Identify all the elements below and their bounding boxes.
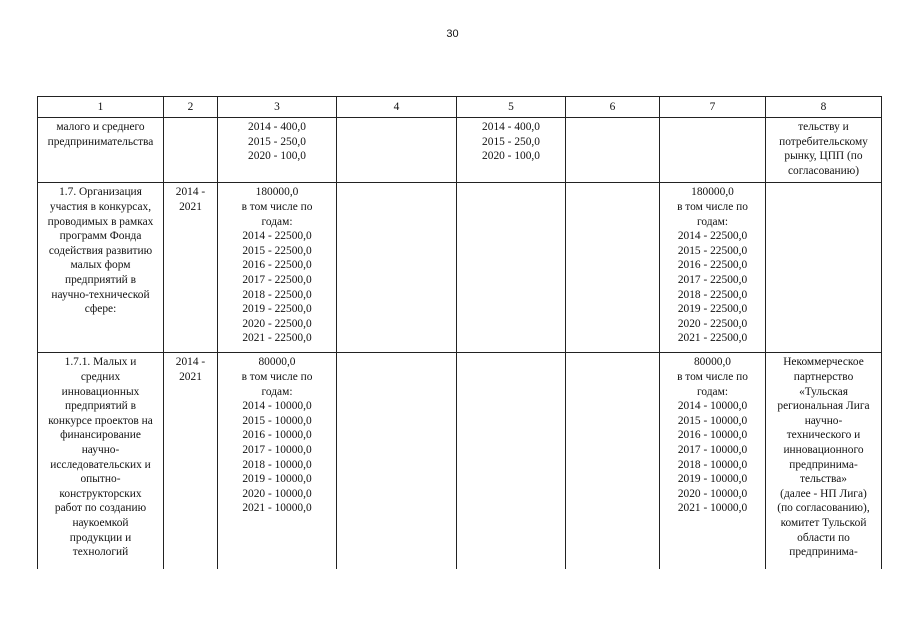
period-cell [164, 118, 218, 183]
funding-col4-cell [337, 118, 457, 183]
funding-col5-cell [457, 183, 566, 353]
funding-col6-cell [566, 118, 660, 183]
period-cell: 2014 - 2021 [164, 183, 218, 353]
table-row [38, 183, 882, 353]
total-funding-cell: 2014 - 400,0 2015 - 250,0 2020 - 100,0 [218, 118, 337, 183]
period-cell: 2014 - 2021 [164, 353, 218, 570]
activity-name-cell: 1.7.1. Малых и средних инновационных предприятий в конкурсе проектов на финансирование научно- исследовательских и опытно- конструкторских работ по созданию наукоемкой продукции и технологий [38, 353, 164, 570]
column-number-cell: 5 [457, 97, 566, 118]
funding-col5-cell: 2014 - 400,0 2015 - 250,0 2020 - 100,0 [457, 118, 566, 183]
table-row [38, 118, 882, 183]
activity-name-cell: 1.7. Организация участия в конкурсах, проводимых в рамках программ Фонда содействия развитию малых форм предприятий в научно-технической сфере: [38, 183, 164, 353]
funding-col7-cell: 180000,0 в том числе по годам: 2014 - 22500,0 2015 - 22500,0 2016 - 22500,0 2017 - 22500,0 2018 - 22500,0 2019 - 22500,0 2020 - 22500,0 2021 - 22500,0 [660, 183, 766, 353]
column-number-cell: 8 [766, 97, 882, 118]
table-row [38, 353, 882, 570]
funding-col6-cell [566, 183, 660, 353]
funding-col4-cell [337, 183, 457, 353]
executor-cell: тельству и потребительскому рынку, ЦПП (по согласованию) [766, 118, 882, 183]
column-number-cell: 6 [566, 97, 660, 118]
executor-cell: Некоммерческое партнерство «Тульская региональная Лига научно- технического и инновационного предпринима- тельства» (далее - НП Лига) (по согласованию), комитет Тульской области по предпринима- [766, 353, 882, 570]
funding-col7-cell: 80000,0 в том числе по годам: 2014 - 10000,0 2015 - 10000,0 2016 - 10000,0 2017 - 10000,0 2018 - 10000,0 2019 - 10000,0 2020 - 10000,0 2021 - 10000,0 [660, 353, 766, 570]
activity-name-cell: малого и среднего предпринимательства [38, 118, 164, 183]
executor-cell [766, 183, 882, 353]
funding-col6-cell [566, 353, 660, 570]
total-funding-cell: 180000,0 в том числе по годам: 2014 - 22500,0 2015 - 22500,0 2016 - 22500,0 2017 - 22500,0 2018 - 22500,0 2019 - 22500,0 2020 - 22500,0 2021 - 22500,0 [218, 183, 337, 353]
funding-col7-cell [660, 118, 766, 183]
column-number-cell: 3 [218, 97, 337, 118]
column-number-row [38, 97, 882, 118]
total-funding-cell: 80000,0 в том числе по годам: 2014 - 10000,0 2015 - 10000,0 2016 - 10000,0 2017 - 10000,0 2018 - 10000,0 2019 - 10000,0 2020 - 10000,0 2021 - 10000,0 [218, 353, 337, 570]
column-number-cell: 4 [337, 97, 457, 118]
funding-col5-cell [457, 353, 566, 570]
column-number-cell: 1 [38, 97, 164, 118]
program-activities-table [37, 96, 882, 569]
funding-col4-cell [337, 353, 457, 570]
column-number-cell: 7 [660, 97, 766, 118]
column-number-cell: 2 [164, 97, 218, 118]
page-number: 30 [446, 28, 459, 40]
